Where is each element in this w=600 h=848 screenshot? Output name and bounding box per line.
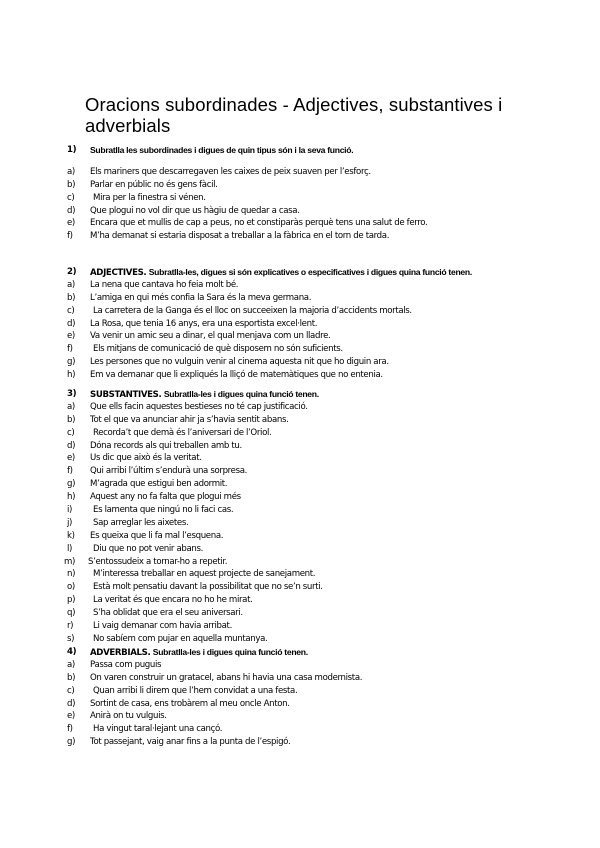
exercise-number: 2) [67,267,77,277]
list-item [0,672,600,685]
exercise-category: SUBSTANTIVES. [90,390,162,400]
exercise-number: 4) [67,647,77,657]
list-item [0,543,600,556]
list-item [0,620,600,633]
item-text: Sortint de casa, ens trobàrem al meu oncle Anton. [90,698,290,709]
item-label: d) [67,318,76,329]
list-item [0,478,600,491]
list-item [0,685,600,698]
item-text: M’agrada que estigui ben adormit. [90,479,228,490]
exercise-1 [0,144,600,243]
list-item [0,736,600,749]
item-label: g) [67,357,76,368]
list-item [0,594,600,607]
instruction-text: Subratlla-les i digues quina funció tenen. [152,647,308,657]
item-label: a) [67,659,75,670]
list-item [0,633,600,646]
item-label: b) [67,414,76,425]
item-text: Quan arribi li direm que l’hem convidat a una festa. [93,685,298,696]
exercise-instruction [90,646,308,660]
item-label: f) [67,466,73,477]
item-label: e) [67,711,75,722]
exercise-4 [0,646,600,749]
item-text: La nena que cantava ho feia molt bé. [90,279,239,290]
list-item [0,414,600,427]
item-text: Es lamenta que ningú no li faci cas. [93,505,234,516]
item-text: Els mariners que descarregaven les caixes de peix suaven per l’esforç. [90,166,371,177]
item-text: Li vaig demanar com havia arribat. [93,621,232,632]
item-text: Em va demanar que li expliqués la lliçó de matemàtiques que no entenia. [90,370,383,381]
exercise-instruction [90,266,472,280]
list-item [0,369,600,382]
item-label: k) [67,530,75,541]
item-label: a) [67,401,75,412]
item-text: La carretera de la Ganga és el lloc on succeeixen la majoria d’accidents mortals. [93,305,412,316]
item-text: Recorda’t que demà és l’aniversari de l’Oriol. [93,427,272,438]
item-label: n) [67,569,76,580]
item-label: d) [67,698,76,709]
item-label: g) [67,737,76,748]
item-text: Passa com puguis [90,659,162,670]
list-item [0,723,600,736]
item-text: Anirà on tu vulguis. [90,711,167,722]
list-item [0,440,600,453]
item-text: S’entossudeix a tornar-ho a repetir. [88,556,228,567]
list-item [0,179,600,192]
list-item [0,330,600,343]
list-item [0,607,600,620]
item-text: No sabíem com pujar en aquella muntanya. [93,633,268,644]
item-text: L’amiga en qui més confia la Sara és la meva germana. [90,292,312,303]
item-label: j) [67,517,73,528]
item-text: Ha vingut taral·lejant una cançó. [93,724,223,735]
item-text: Està molt pensatiu davant la possibilitat que no se’n surti. [93,582,323,593]
item-text: Que plogui no vol dir que us hàgiu de quedar a casa. [90,205,300,216]
exercise-heading [0,646,600,659]
item-label: f) [67,231,73,242]
list-item [0,292,600,305]
item-label: c) [67,685,75,696]
item-text: La veritat és que encara no ho he mirat. [93,595,253,606]
exercise-3 [0,388,600,646]
item-text: M’interessa treballar en aquest projecte de sanejament. [93,569,316,580]
item-text: La Rosa, que tenia 16 anys, era una esportista excel·lent. [90,318,318,329]
instruction-text: Subratlla-les i digues quina funció tenen. [163,389,319,399]
item-label: f) [67,344,73,355]
item-text: S’ha oblidat que era el seu aniversari. [93,608,243,619]
item-text: Us dic que això és la veritat. [90,453,202,464]
list-item [0,205,600,218]
item-text: Es queixa que li fa mal l’esquena. [90,530,224,541]
item-label: s) [67,633,75,644]
exercise-2 [0,266,600,382]
exercise-instruction [90,388,319,402]
list-item [0,401,600,414]
item-label: b) [67,672,76,683]
item-text: Va venir un amic seu a dinar, el qual menjava com un lladre. [90,331,331,342]
item-label: q) [67,608,76,619]
item-text: Dóna records als qui treballen amb tu. [90,440,242,451]
list-item [0,530,600,543]
item-text: On varen construir un gratacel, abans hi havia una casa modernista. [90,672,363,683]
instruction-text: Subratlla les subordinades i digues de quin tipus són i la seva funció. [90,145,354,155]
item-label: f) [67,724,73,735]
item-label: e) [67,453,75,464]
item-text: Les persones que no vulguin venir al cinema aquesta nit que ho diguin ara. [90,357,389,368]
exercise-category: ADVERBIALS. [90,648,151,658]
item-text: Qui arribi l’últim s’endurà una sorpresa. [90,466,248,477]
item-label: l) [67,543,73,554]
item-label: g) [67,479,76,490]
list-item [0,568,600,581]
item-label: d) [67,205,76,216]
exercise-heading [0,388,600,401]
item-text: Tot passejant, vaig anar fins a la punta de l’espigó. [90,737,291,748]
list-item [0,659,600,672]
list-item [0,504,600,517]
list-item [0,166,600,179]
item-label: c) [67,192,75,203]
list-item [0,427,600,440]
item-text: Els mitjans de comunicació de què disposem no són suficients. [93,344,343,355]
list-item [0,465,600,478]
list-item [0,318,600,331]
item-label: d) [67,440,76,451]
list-item [0,305,600,318]
item-label: b) [67,179,76,190]
list-item [0,192,600,205]
item-label: p) [67,595,76,606]
item-label: c) [67,305,75,316]
item-label: i) [67,505,73,516]
item-text: Tot el que va anunciar ahir ja s’havia sentit abans. [90,414,289,425]
page-title: Oracions subordinades - Adjectives, substantives i adverbials [85,94,503,136]
exercise-instruction [90,144,353,158]
item-text: M’ha demanat si estaria disposat a treballar a la fàbrica en el torn de tarda. [90,231,390,242]
instruction-text: Subratlla-les, digues si són explicatives o especificatives i digues quina funció tenen. [148,267,472,277]
item-text: Mira per la finestra si vénen. [93,192,206,203]
list-item [0,517,600,530]
item-label: m) [64,556,76,567]
item-text: Sap arreglar les aixetes. [93,517,189,528]
list-item [0,698,600,711]
list-item [0,710,600,723]
item-text: Encara que et mullis de cap a peus, no et constiparàs perquè tens una salut de ferro. [90,218,428,229]
item-label: e) [67,331,75,342]
list-item [0,452,600,465]
list-item [0,343,600,356]
list-item [0,491,600,504]
exercise-category: ADJECTIVES. [90,268,147,278]
list-item [0,556,600,569]
list-item [0,581,600,594]
exercise-number: 3) [67,389,77,399]
item-label: r) [67,621,74,632]
item-label: e) [67,218,75,229]
item-label: c) [67,427,75,438]
item-label: a) [67,166,75,177]
list-item [0,230,600,243]
item-label: a) [67,279,75,290]
item-label: h) [67,370,76,381]
item-text: Que ells facin aquestes bestieses no té cap justificació. [90,401,308,412]
item-text: Aquest any no fa falta que plogui més [90,492,241,503]
item-text: Diu que no pot venir abans. [93,543,204,554]
item-label: o) [67,582,75,593]
list-item [0,279,600,292]
list-item [0,356,600,369]
item-label: h) [67,492,76,503]
exercise-number: 1) [67,145,77,155]
exercise-heading [0,266,600,279]
exercise-heading [0,144,600,157]
list-item [0,217,600,230]
item-label: b) [67,292,76,303]
item-text: Parlar en públic no és gens fàcil. [90,179,218,190]
